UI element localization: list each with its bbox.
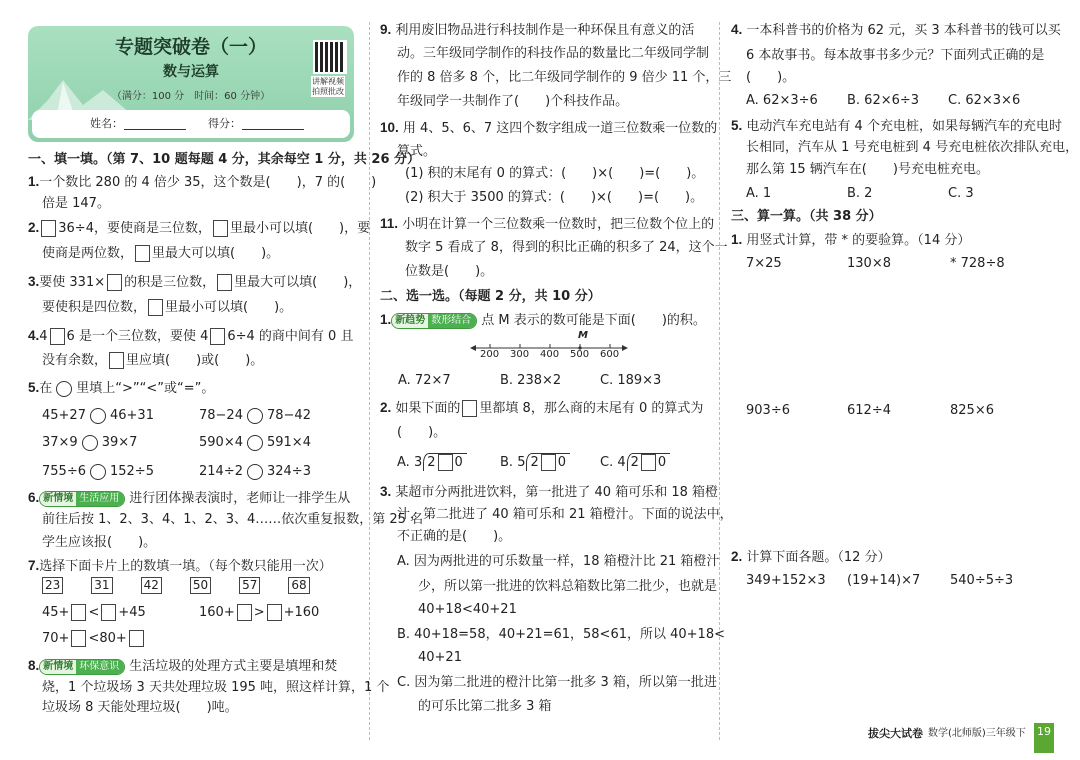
qr-code[interactable]: [313, 40, 347, 74]
calc-expression: (19+14)×7: [847, 573, 921, 588]
option-b[interactable]: B. 2: [847, 186, 873, 201]
answer-box[interactable]: [71, 630, 86, 647]
option-c[interactable]: C. 189×3: [600, 373, 662, 388]
option-b[interactable]: B. 62×6÷3: [847, 93, 920, 108]
point-m-label: M: [578, 330, 588, 341]
worksheet-meta: （满分：100 分 时间：60 分钟）: [111, 91, 271, 102]
option-a[interactable]: A. 3 2 0: [397, 453, 467, 473]
answer-box[interactable]: [41, 220, 56, 237]
option-b[interactable]: B. 238×2: [500, 373, 562, 388]
question-10-part-1: (1) 积的末尾有 0 的算式：( )×( )=( )。: [405, 166, 705, 181]
compare-row: 755÷6 152÷5: [42, 464, 154, 479]
compare-circle[interactable]: [90, 464, 106, 480]
number-line-label: 500: [570, 349, 590, 360]
option-a[interactable]: A. 62×3÷6: [746, 93, 818, 108]
compare-circle[interactable]: [82, 435, 98, 451]
answer-box[interactable]: [148, 299, 163, 316]
answer-box[interactable]: [129, 630, 144, 647]
choice-question-2-line: ( )。: [397, 425, 447, 440]
number-card[interactable]: 50: [190, 577, 211, 594]
question-8-line: 烧，1 个垃圾场 3 天共处理垃圾 195 吨，照这样计算，1 个: [42, 680, 390, 695]
compare-circle-icon: [56, 381, 72, 397]
number-card[interactable]: 57: [239, 577, 260, 594]
choice-question-3: 3. 某超市分两批进饮料，第一批进了 40 箱可乐和 18 箱橙: [380, 484, 719, 500]
title-banner: [28, 26, 354, 142]
compare-row: 78−24 78−42: [199, 408, 311, 423]
calc-expression: 612÷4: [847, 403, 891, 418]
choice-question-4-line: ( )。: [746, 70, 796, 85]
choice-question-1: 1. 新趋势 数形结合 点 M 表示的数可能是下面( )的积。: [380, 312, 706, 328]
option-a[interactable]: A. 72×7: [398, 373, 451, 388]
answer-box[interactable]: [267, 604, 282, 621]
option-a-line: 少，所以第一批进的饮料总箱数比第二批少，也就是: [418, 579, 718, 594]
choice-question-5-line: 那么第 15 辆汽车在( )号充电桩充电。: [746, 162, 989, 177]
question-5: 5.在 里填上“>”“<”或“=”。: [28, 380, 215, 396]
calc-expression: * 728÷8: [950, 256, 1005, 271]
number-line-label: 600: [600, 349, 620, 360]
name-score-row: 姓名： 得分：: [32, 110, 350, 138]
question-8-line: 垃圾场 8 天能处理垃圾( )吨。: [42, 700, 238, 715]
compare-row: 45+27 46+31: [42, 408, 154, 423]
compare-circle[interactable]: [90, 408, 106, 424]
question-6: 6. 新情境 生活应用 进行团体操表演时，老师让一排学生从: [28, 490, 351, 506]
answer-box[interactable]: [109, 352, 124, 369]
option-c-line: 的可乐比第二批多 3 箱: [418, 699, 552, 714]
question-9: 9. 利用废旧物品进行科技制作是一种环保且有意义的活: [380, 22, 695, 38]
compare-row: 37×9 39×7: [42, 435, 138, 450]
section-2-title: 二、选一选。（每题 2 分，共 10 分）: [380, 289, 601, 304]
option-c[interactable]: C. 4 2 0: [600, 453, 670, 473]
inequality: 160+ > +160: [199, 605, 320, 620]
inequality: 45+ < +45: [42, 605, 146, 620]
calc-question-1: 1. 用竖式计算，带 * 的要验算。（14 分）: [731, 232, 971, 248]
question-4: 4.4 6 是一个三位数，要使 4 6÷4 的商中间有 0 且: [28, 328, 354, 344]
question-1-line: 倍是 147。: [42, 196, 110, 211]
option-c[interactable]: C. 因为第二批进的橙汁比第一批多 3 箱，所以第一批进: [397, 675, 717, 690]
compare-circle[interactable]: [247, 464, 263, 480]
option-c[interactable]: C. 62×3×6: [948, 93, 1021, 108]
section-3-title: 三、算一算。（共 38 分）: [731, 209, 882, 224]
question-4-line: 没有余数， 里应填( )或( )。: [42, 353, 264, 368]
new-context-tag: 新情境 环保意识: [39, 659, 125, 675]
calc-expression: 903÷6: [746, 403, 790, 418]
new-trend-tag: 新趋势 数形结合: [391, 313, 477, 329]
choice-question-5: 5. 电动汽车充电站有 4 个充电桩，如果每辆汽车的充电时: [731, 118, 1062, 134]
number-card[interactable]: 23: [42, 577, 63, 594]
option-b[interactable]: B. 40+18=58，40+21=61，58<61，所以 40+18<: [397, 627, 725, 642]
calc-expression: 7×25: [746, 256, 782, 271]
choice-question-2: 2. 如果下面的 里都填 8，那么商的末尾有 0 的算式为: [380, 400, 704, 416]
question-10: 10. 用 4、5、6、7 这四个数字组成一道三位数乘一位数的: [380, 120, 718, 136]
question-2-line: 使商是两位数， 里最大可以填( )。: [42, 246, 280, 261]
inequality: 70+ <80+: [42, 629, 146, 649]
question-1: 1.一个数比 280 的 4 倍少 35，这个数是( )，7 的( ): [28, 174, 377, 190]
question-9-line: 动。三年级同学制作的科技作品的数量比二年级同学制: [397, 46, 710, 61]
question-10-line: 算式。: [397, 144, 437, 159]
question-3: 3.要使 331× 的积是三位数， 里最大可以填( )，: [28, 274, 362, 290]
answer-box-icon: [462, 400, 477, 417]
number-line-label: 300: [510, 349, 530, 360]
calc-expression: 540÷5÷3: [950, 573, 1014, 588]
choice-question-4: 4. 一本科普书的价格为 62 元，买 3 本科普书的钱可以买: [731, 22, 1061, 38]
question-7: 7.选择下面卡片上的数填一填。（每个数只能用一次）: [28, 558, 332, 574]
question-8: 8. 新情境 环保意识 生活垃圾的处理方式主要是填埋和焚: [28, 658, 338, 674]
answer-box[interactable]: [101, 604, 116, 621]
compare-circle[interactable]: [247, 435, 263, 451]
qr-caption: 拍照批改: [312, 87, 344, 96]
question-11-line: 位数是( )。: [405, 264, 494, 279]
qr-caption: 讲解视频: [312, 77, 344, 86]
number-line-label: 400: [540, 349, 560, 360]
number-card[interactable]: 68: [288, 577, 309, 594]
calc-expression: 825×6: [950, 403, 994, 418]
number-card[interactable]: 31: [91, 577, 112, 594]
footer-book: 数学(北师版)三年级下: [928, 728, 1026, 739]
worksheet-title: 专题突破卷（一）: [114, 36, 267, 58]
question-9-line: 年级同学一共制作了( )个科技作品。: [397, 94, 629, 109]
question-10-part-2: (2) 积大于 3500 的算式：( )×( )=( )。: [405, 190, 704, 205]
section-1-title: 一、填一填。（第 7、10 题每题 4 分，其余每空 1 分，共 26 分）: [28, 152, 421, 167]
worksheet-subtitle: 数与运算: [163, 64, 219, 80]
option-a[interactable]: A. 1: [746, 186, 772, 201]
answer-box[interactable]: [217, 274, 232, 291]
question-6-line: 前往后按 1、2、3、4、1、2、3、4……依次重复报数，第 25 名: [42, 512, 424, 527]
answer-box[interactable]: [213, 220, 228, 237]
option-b[interactable]: B. 5 2 0: [500, 453, 570, 473]
number-card[interactable]: 42: [141, 577, 162, 594]
score-field[interactable]: [242, 129, 304, 130]
question-2: 2. 36÷4，要使商是三位数， 里最小可以填( )，要: [28, 220, 371, 236]
answer-box[interactable]: [71, 604, 86, 621]
choice-question-5-line: 长相同，汽车从 1 号充电桩到 4 号充电桩依次排队充电，: [746, 140, 1079, 155]
name-field[interactable]: [124, 129, 186, 130]
column-divider: [369, 22, 370, 740]
question-11-line: 数字 5 看成了 8，得到的积比正确的积多了 24，这个一: [405, 240, 728, 255]
option-a-line: 40+18<40+21: [418, 602, 517, 617]
answer-box[interactable]: [50, 328, 65, 345]
option-c[interactable]: C. 3: [948, 186, 974, 201]
calc-expression: 130×8: [847, 256, 891, 271]
answer-box[interactable]: [210, 328, 225, 345]
footer-brand: 拔尖大试卷: [868, 727, 923, 740]
number-cards: [42, 576, 310, 596]
answer-box[interactable]: [237, 604, 252, 621]
page-number: 19: [1034, 723, 1054, 753]
answer-box[interactable]: [107, 274, 122, 291]
calc-expression: 349+152×3: [746, 573, 826, 588]
question-9-line: 作的 8 倍多 8 个，比二年级同学制作的 9 倍少 11 个，三: [397, 70, 732, 85]
option-a[interactable]: A. 因为两批进的可乐数量一样，18 箱橙汁比 21 箱橙汁: [397, 554, 720, 569]
choice-question-4-line: 6 本故事书。每本故事书多少元？下面列式正确的是: [746, 48, 1045, 63]
compare-circle[interactable]: [247, 408, 263, 424]
compare-row: 214÷2 324÷3: [199, 464, 311, 479]
choice-question-3-line: 汁，第二批进了 40 箱可乐和 21 箱橙汁。下面的说法中，: [397, 507, 733, 522]
answer-box[interactable]: [135, 245, 150, 262]
choice-question-3-line: 不正确的是( )。: [397, 529, 512, 544]
question-6-line: 学生应该报( )。: [42, 535, 157, 550]
new-context-tag: 新情境 生活应用: [39, 491, 125, 507]
calc-question-2: 2. 计算下面各题。（12 分）: [731, 549, 891, 565]
option-b-line: 40+21: [418, 650, 462, 665]
question-3-line: 要使积是四位数， 里最小可以填( )。: [42, 300, 293, 315]
question-11: 11. 小明在计算一个三位数乘一位数时，把三位数个位上的: [380, 216, 715, 232]
compare-row: 590×4 591×4: [199, 435, 311, 450]
number-line-label: 200: [480, 349, 500, 360]
